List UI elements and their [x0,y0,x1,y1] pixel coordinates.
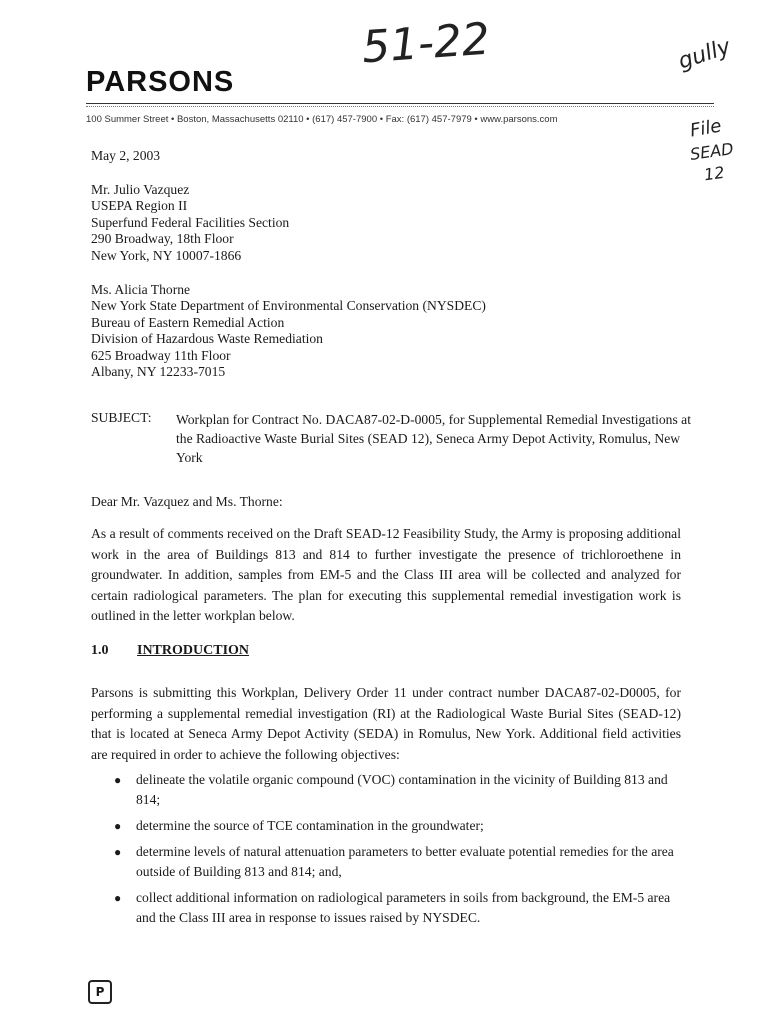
bullet-icon: ● [114,819,122,833]
letterhead-rule [86,103,714,104]
address-line: 290 Broadway, 18th Floor [91,231,234,247]
contact-line: 100 Summer Street • Boston, Massachusetts 02110 • (617) 457-7900 • Fax: (617) 457-7979 • www.parsons.com [86,114,558,125]
address-line: Superfund Federal Facilities Section [91,214,290,230]
body-paragraph-1: As a result of comments received on the Draft SEAD-12 Feasibility Study, the Army is proposing additional work in the area of Buildings 813 and 814 to further investigate the presence of trichloroethene in groundwater. In addition, samples from EM-5 and the Class III area will be collected and analyzed for certain radiological parameters. The plan for executing this supplemental remedial investigation work is outlined in the letter workplan below. [91,526,681,624]
handwritten-corner-note: gully [675,34,734,75]
list-item-text: determine the source of TCE contamination in the groundwater; [136,818,484,833]
letterhead-dotted-rule [86,106,714,107]
address-line: 625 Broadway 11th Floor [91,347,231,363]
section-title: INTRODUCTION [137,643,250,658]
address-line: Bureau of Eastern Remedial Action [91,314,285,330]
address-line: USEPA Region II [91,198,188,214]
recipient-address-1 [91,182,289,264]
address-line: New York, NY 10007-1866 [91,247,242,263]
letter-date: May 2, 2003 [91,148,161,163]
list-item [112,770,690,810]
address-line: New York State Department of Environmental Conservation (NYSDEC) [91,298,486,314]
parsons-mark-icon: P [88,980,112,1004]
handwritten-number: 51-22 [360,13,492,74]
section-heading [91,643,249,659]
address-line: Ms. Alicia Thorne [91,282,191,297]
bullet-icon: ● [114,845,122,859]
list-item [112,816,690,836]
subject-text: Workplan for Contract No. DACA87-02-D-0005, for Supplemental Remedial Investigations at the Radioactive Waste Burial Sites (SEAD 12), Seneca Army Depot Activity, Romulus, New York [176,412,691,465]
salutation: Dear Mr. Vazquez and Ms. Thorne: [91,494,283,509]
handwritten-file-note-2: SEAD [688,139,735,164]
address-line: Albany, NY 12233-7015 [91,364,226,380]
handwritten-file-note-3: 12 [702,162,726,185]
list-item-text: delineate the volatile organic compound (VOC) contamination in the vicinity of Building 813 and 814; [136,772,668,807]
bullet-icon: ● [114,891,122,905]
list-item [112,842,690,882]
recipient-address-2 [91,282,486,380]
objectives-list [112,770,690,934]
body-paragraph-2: Parsons is submitting this Workplan, Delivery Order 11 under contract number DACA87-02-D0005, for performing a supplemental remedial investigation (RI) at the Radiological Waste Burial Sites (SEAD-12) that is located at Seneca Army Depot Activity (SEDA) in Romulus, New York. Additional field activities are required in order to achieve the following objectives: [91,685,681,762]
list-item-text: collect additional information on radiological parameters in soils from background, the EM-5 area and the Class III area in response to issues raised by NYSDEC. [136,890,671,925]
bullet-icon: ● [114,773,122,787]
company-logo: PARSONS [86,66,235,98]
handwritten-file-note-1: File [688,115,724,142]
address-line: Mr. Julio Vazquez [91,182,190,197]
list-item-text: determine levels of natural attenuation parameters to better evaluate potential remedies for the area outside of Building 813 and 814; and, [136,844,674,879]
section-number: 1.0 [91,643,109,658]
subject-label: SUBJECT: [91,410,152,425]
address-line: Division of Hazardous Waste Remediation [91,331,323,347]
list-item [112,888,690,928]
